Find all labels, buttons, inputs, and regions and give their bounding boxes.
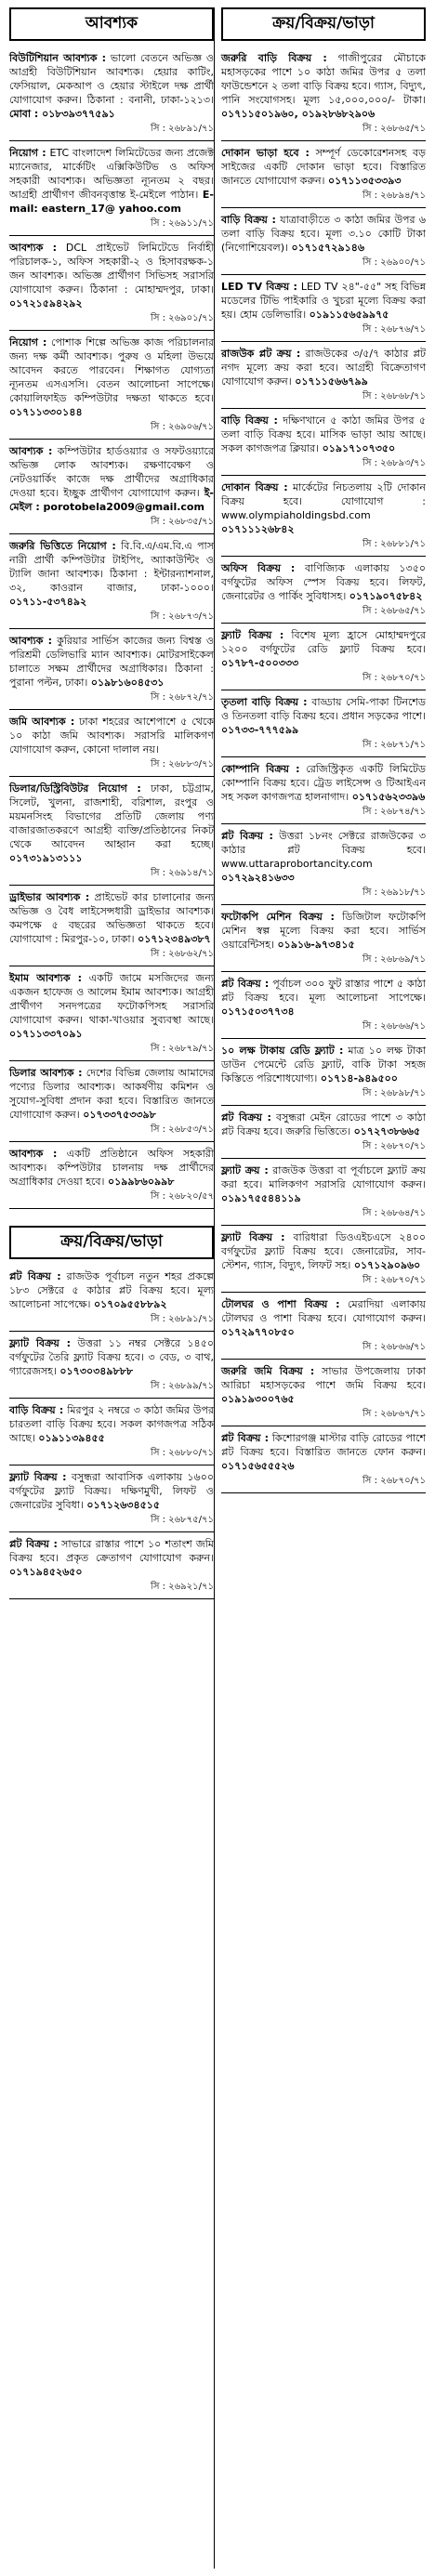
ad-text xyxy=(9,1467,214,1512)
ad-text xyxy=(221,559,426,603)
ad-body: উত্তরা ১১ নম্বর সেক্টরে ১৪৫০ বর্গফুটের তৈরি ফ্ল্যাট বিক্রয় হবে। ৩ বেড, ৩ বাথ, গ্যারেজসহ। xyxy=(9,1337,214,1377)
ad-heading: তৃতলা বাড়ি বিক্রয় : xyxy=(221,696,308,708)
ad-reference-code: সি : ২৬৮৮১/৭১ xyxy=(221,536,426,557)
ad-reference-code: সি : ২৬৮৯১/৭১ xyxy=(9,1311,214,1332)
section-header-wanted: আবশ্যক xyxy=(9,7,214,41)
ad-contact: ০১৭১৫৬৫৫৫২৬ xyxy=(221,1460,295,1472)
ad-body: রাজউক পূর্বাচল নতুন শহর প্রকল্পে ১৮৩ সেক্টরে ৫ কাঠার প্লট বিক্রয় হবে। মূল্য আলোচনা সাপেক্ষে। xyxy=(9,1270,214,1310)
ad-reference-code: সি : ২৬৮৯৯/৭১ xyxy=(9,1378,214,1399)
left-column xyxy=(9,7,214,1601)
ad-contact: ০১৭১২৯০৯৬০ xyxy=(353,1259,421,1271)
ad-body: বাড্ডায় সেমি-পাকা টিনশেড ও তিনতলা বাড়ি বিক্রয় হবে। প্রধান সড়কের পাশে। xyxy=(221,696,427,722)
ad-contact: মোবা : ০১৮৩৯৩৭৭৫৯১ xyxy=(9,108,115,120)
ad-text xyxy=(221,411,426,455)
ad-text xyxy=(9,968,214,1041)
ad-heading: ডিলার/ডিস্ট্রিবিউটর নিয়োগ : xyxy=(9,782,141,795)
ad-body: রেজিস্ট্রিকৃত একটি লিমিটেড কোম্পানি বিক্রয় হবে। ট্রেড লাইসেন্স ও টিআইএন সহ সকল কাগজপত্র হালনাগাদ। xyxy=(221,763,426,803)
ad-heading: প্লট বিক্রয় : xyxy=(221,978,270,990)
section-header-buy-sell-left: ক্রয়/বিক্রয়/ভাড়া xyxy=(9,1226,214,1259)
classified-ad xyxy=(221,625,426,690)
ad-heading: প্লট বিক্রয় : xyxy=(221,830,273,842)
ad-body: গাজীপুরের মৌচাকে মহাসড়কের পাশে ১০ কাঠা জমির উপর ৫ তলা ফাউন্ডেশনে ২ তলা বাড়ি বিক্রয় হবে। গ্যাস, বিদ্যুৎ, পানি সংযোগসহ। মূল্য ১৫,০০০,০০০/- টাকা। xyxy=(221,52,426,106)
ad-body: বিশেষ মূল্য হ্রাসে মোহাম্মদপুরে ১২০০ বর্গফুটের রেডি ফ্ল্যাট বিক্রয় হবে। xyxy=(221,629,426,655)
ad-reference-code: সি : ২৬৮৬৭/৭১ xyxy=(221,1406,426,1426)
ad-text xyxy=(9,1534,214,1579)
ad-contact: ০১৭৩৩৭৫৩৩৯৮ xyxy=(83,1109,156,1121)
classified-ad xyxy=(9,1063,214,1142)
ad-reference-code: সি : ২৬৯০৬/৭১ xyxy=(9,419,214,440)
ad-contact: ০১৭১২৬৩৪৫১৫ xyxy=(86,1499,160,1511)
ad-heading: ফ্ল্যাট বিক্রয় : xyxy=(221,1231,285,1243)
ad-text xyxy=(9,887,214,946)
classified-ad xyxy=(9,1334,214,1399)
ad-heading: LED TV বিক্রয় : xyxy=(221,281,297,293)
ad-text xyxy=(221,759,426,804)
ad-reference-code: সি : ২৬৮৬২/৭১ xyxy=(9,946,214,966)
ad-reference-code: সি : ২৬৮৭০/৭১ xyxy=(221,1473,426,1493)
ad-text xyxy=(221,1108,426,1138)
ad-reference-code: সি : ২৬৮৬৫/৭১ xyxy=(221,603,426,624)
ad-heading: জমি আবশ্যক : xyxy=(9,716,75,728)
ad-contact: ০১৭১৯৪৫২৬৫০ xyxy=(9,1566,83,1578)
ad-body: সম্পূর্ণ ডেকোরেশনসহ বড় সাইজের একটি দোকান ভাড়া হবে। বিস্তারিত জানতে যোগাযোগ করুন। xyxy=(221,147,427,187)
ad-body: একটি জামে মসজিদের জন্য একজন হাফেজ ও আলেম ইমাম আবশ্যক। আগ্রহী প্রার্থীগণ সনদপত্রের ফটোকপিসহ সরাসরি যোগাযোগ করুন। থাকা-খাওয়ার সুব্যবস্থা আছে। xyxy=(9,972,214,1026)
ad-reference-code: সি : ২৬৮২০/৫৭ xyxy=(9,1189,214,1209)
ad-reference-code: সি : ২৬৮৭৫/৭১ xyxy=(9,1512,214,1532)
ad-reference-code: সি : ২৬৮৮৩/৭১ xyxy=(9,756,214,777)
ad-text xyxy=(9,631,214,690)
ad-text xyxy=(221,277,426,322)
ad-heading: আবশ্যক : xyxy=(9,445,53,457)
ad-contact: ০১৭১৫০৩৭৭৩৪ xyxy=(221,1005,295,1018)
classified-ad xyxy=(9,333,214,440)
ad-text xyxy=(9,333,214,419)
ad-contact: ০১৭১৯০৭৫৮৪২ xyxy=(349,590,423,602)
classified-ad xyxy=(9,238,214,331)
classified-ad xyxy=(9,48,214,141)
ad-reference-code: সি : ২৬৮৭০/৭১ xyxy=(221,1272,426,1293)
ad-body: ঢাকা, চট্টগ্রাম, সিলেট, খুলনা, রাজশাহী, বরিশাল, রংপুর ও ময়মনসিংহ বিভাগের প্রতিটি জেলায় পণ্য বাজারজাতকরণে আগ্রহী ব্যক্তি/প্রতিষ্ঠানের নিকট থেকে আবেদন আহ্বান করা হচ্ছে। xyxy=(9,782,215,850)
ad-reference-code: সি : ২৬৮৩৫/৭১ xyxy=(9,514,214,534)
ad-text xyxy=(221,478,426,536)
ad-heading: বাড়ি বিক্রয় : xyxy=(9,1404,64,1416)
ad-heading: ইমাম আবশ্যক : xyxy=(9,972,83,984)
ad-body: বি.বি.এ/এম.বি.এ পাস নারী প্রার্থী কম্পিউটার টাইপিং, অ্যাকাউন্টিং ও ট্যালি জানা আবশ্যক। ঠিকানা : ইন্টারন্যাশনাল, ৩২, কাওরান বাজার, ঢাকা-১০০০। xyxy=(9,540,214,594)
ad-contact: ০১৭০৯৫৫৮৮৯২ xyxy=(93,1298,167,1310)
classified-ad xyxy=(221,411,426,476)
ad-contact: ০১৯১৬-৯৭৩৪১৫ xyxy=(277,939,355,951)
ad-text xyxy=(221,1295,426,1339)
ad-body: বসুন্ধরা আবাসিক এলাকায় ১৬০০ বর্গফুটের ফ্ল্যাট বিক্রয়। দক্ষিণমুখী, লিফট ও জেনারেটর সুবিধা। xyxy=(9,1471,214,1511)
classified-ad xyxy=(221,478,426,557)
ad-heading: বিউটিশিয়ান আবশ্যক : xyxy=(9,52,107,64)
ad-body: ঢাকা শহরের আশেপাশে ৫ থেকে ১০ কাঠা জমি আবশ্যক। সরাসরি মালিকগণ যোগাযোগ করুন, কোনো দালাল নয়। xyxy=(9,716,214,756)
ad-contact: ০১৭৮৭-৫০০৩৩৩ xyxy=(221,657,299,669)
ad-heading: প্লট বিক্রয় : xyxy=(221,1432,269,1444)
ad-text xyxy=(9,779,214,865)
ad-heading: ফটোকপি মেশিন বিক্রয় : xyxy=(221,911,335,923)
ad-text xyxy=(9,238,214,310)
section-header-buy-sell-right: ক্রয়/বিক্রয়/ভাড়া xyxy=(221,7,426,41)
ad-reference-code: সি : ২৬৮৭০/৭১ xyxy=(221,670,426,690)
classified-ad xyxy=(221,1108,426,1159)
ad-contact: ০১৭৩১৯১৩১১১ xyxy=(9,852,83,864)
ad-contact: ০১৭২৭৩৮৬৬৫ xyxy=(353,1125,421,1137)
right-column xyxy=(221,7,426,1495)
ad-heading: জরুরি বাড়ি বিক্রয় : xyxy=(221,52,327,64)
ad-text xyxy=(221,344,426,388)
ad-contact: ০১৭১১-৫৩৭৪৯২ xyxy=(9,596,87,608)
ad-text xyxy=(221,625,426,670)
ad-contact: ০১৭১৫৬২৩৩৯৬ xyxy=(351,791,426,803)
ad-reference-code: সি : ২৬৮৭২/৭১ xyxy=(9,690,214,710)
ad-reference-code: সি : ২৬৮৮০/৭১ xyxy=(9,1445,214,1465)
ad-reference-code: সি : ২৬৮৬৮/৭১ xyxy=(221,388,426,409)
ad-contact: ০১৯১১৩৯৪৫৫ xyxy=(38,1432,105,1444)
ad-text xyxy=(9,1267,214,1311)
ad-text xyxy=(9,441,214,514)
classified-ad xyxy=(9,779,214,886)
ad-reference-code: সি : ২৬৯২১/৭১ xyxy=(9,1579,214,1599)
ad-contact: ০১৯১৭৫৫৪৪১১৯ xyxy=(221,1192,301,1204)
classified-ad xyxy=(221,48,426,141)
ad-body: দেশের বিভিন্ন জেলায় আমাদের পণ্যের ডিলার আবশ্যক। আকর্ষণীয় কমিশন ও সুযোগ-সুবিধা প্রদান করা হবে। বিস্তারিত জানতে যোগাযোগ করুন। xyxy=(9,1067,215,1121)
classified-ad xyxy=(9,631,214,710)
ad-heading: আবশ্যক : xyxy=(9,242,57,254)
ad-contact: ০১৭১৫৭২৯১৪৬ xyxy=(291,242,365,254)
ad-body: যাত্রাবাড়ীতে ৩ কাঠা জমির উপর ৬ তলা বাড়ি বিক্রয় হবে। মূল্য ৩.১০ কোটি টাকা (নিগোশিয়েবল)। xyxy=(221,214,426,254)
classified-ad xyxy=(221,344,426,409)
buy-sell-ads-list-right xyxy=(221,48,426,1493)
ad-heading: ফ্ল্যাট বিক্রয় : xyxy=(9,1471,67,1483)
ad-text xyxy=(221,210,426,255)
ad-contact: ০১৭১১৩৩০১৪৪ xyxy=(9,406,83,418)
ad-heading: জরুরি ভিত্তিতে নিয়োগ : xyxy=(9,540,116,552)
ad-heading: ফ্ল্যাট বিক্রয় : xyxy=(9,1337,72,1349)
ad-text xyxy=(9,1063,214,1122)
ad-text xyxy=(221,1161,426,1205)
ad-body: LED TV ২৪"-৫৫" সহ বিভিন্ন মডেলের টিভি পাইকারি ও খুচরা মূল্যে বিক্রয় করা হয়। হোম ডেলিভারি। xyxy=(221,281,426,321)
ad-text xyxy=(9,712,214,756)
ad-body: দক্ষিণখানে ৫ কাঠা জমির উপর ৫ তলা বাড়ি বিক্রয় হবে। মাসিক ভাড়া আয় আছে। সকল কাগজপত্র ক্লিয়ার। xyxy=(221,414,426,454)
classified-ad xyxy=(9,968,214,1061)
ad-text xyxy=(221,907,426,952)
ad-reference-code: সি : ২৬৮৯৩/৭১ xyxy=(221,455,426,476)
ad-reference-code: সি : ২৬৯০০/৭১ xyxy=(221,255,426,275)
ad-reference-code: সি : ২৬৮৭০/৭১ xyxy=(221,1138,426,1159)
wanted-ads-list xyxy=(9,48,214,1209)
classified-ad xyxy=(221,1428,426,1493)
classified-ad xyxy=(9,712,214,777)
classified-ad xyxy=(9,536,214,629)
classified-ad xyxy=(221,759,426,824)
ad-heading: কোম্পানি বিক্রয় : xyxy=(221,763,300,775)
ad-contact: ০১৭২৯৭৭০৮৫০ xyxy=(221,1326,295,1338)
ad-text xyxy=(9,48,214,121)
ad-text xyxy=(221,1428,426,1473)
ad-reference-code: সি : ২৬৮৯৮/৭১ xyxy=(221,1085,426,1106)
ad-contact: ০১৭২৯২৪১৬৩৩ xyxy=(221,872,295,884)
ad-text xyxy=(9,536,214,609)
ad-contact: ই-মেইল : porotobela2009@gmail.com xyxy=(9,487,214,513)
ad-heading: বাড়ি বিক্রয় : xyxy=(221,414,278,427)
ad-heading: ফ্ল্যাট বিক্রয় : xyxy=(221,629,284,641)
ad-text xyxy=(9,1400,214,1445)
column-divider xyxy=(214,7,215,2569)
ad-reference-code: সি : ২৬৮৬৫/৭১ xyxy=(221,121,426,141)
ad-heading: বাড়ি বিক্রয় : xyxy=(221,214,276,226)
ad-body: পোশাক শিল্পে অভিজ্ঞ কাজ পরিচালনার জন্য দক্ষ কর্মী আবশ্যক। পুরুষ ও মহিলা উভয়ে আবেদন করতে পারবেন। শিক্ষাগত যোগ্যতা ন্যূনতম এসএসসি। বেতন আলোচনা সাপেক্ষে। কোয়ালিফাইড কম্পিউটার দক্ষতা থাকতে হবে। xyxy=(9,336,214,404)
ad-reference-code: সি : ২৬৯১১/৭১ xyxy=(9,216,214,236)
ad-heading: ১০ লক্ষ টাকায় রেডি ফ্ল্যাট : xyxy=(221,1045,344,1057)
classified-ad xyxy=(9,143,214,236)
classified-ad xyxy=(221,1041,426,1106)
ad-heading: আবশ্যক : xyxy=(9,1148,58,1160)
ad-body: রাজউক উত্তরা বা পূর্বাচলে ফ্ল্যাট ক্রয় করা হবে। মালিকগণ সরাসরি যোগাযোগ করুন। xyxy=(221,1164,426,1190)
ad-reference-code: সি : ২৬৮৭৬/৭১ xyxy=(221,322,426,342)
ad-reference-code: সি : ২৬৮৬৬/৭১ xyxy=(221,1019,426,1039)
ad-heading: ডিলার আবশ্যক : xyxy=(9,1067,83,1079)
ad-heading: প্লট বিক্রয় : xyxy=(9,1270,61,1282)
ad-body: মার্কেটের নিচতলায় ২টি দোকান বিক্রয় হবে। যোগাযোগ : www.olympiaholdingsbd.com xyxy=(221,481,427,521)
classified-ad xyxy=(9,441,214,534)
classified-ad xyxy=(221,1361,426,1426)
ad-reference-code: সি : ২৬৮৬৯/৭১ xyxy=(221,952,426,972)
ad-contact: ০১৯১৯৩০০৭৬৫ xyxy=(221,1393,295,1405)
ad-body: প্রাইভেট কার চালানোর জন্য অভিজ্ঞ ও বৈধ লাইসেন্সধারী ড্রাইভার আবশ্যক। কমপক্ষে ৫ বছরের অভিজ্ঞতা থাকতে হবে। যোগাযোগ : মিরপুর-১০, ঢাকা। xyxy=(9,891,215,945)
ad-body: সাভার উপজেলায় ঢাকা আরিচা মহাসড়কের পাশে জমি বিক্রয় হবে। xyxy=(221,1365,426,1391)
ad-body: বসুন্ধরা মেইন রোডের পাশে ৩ কাঠা প্লট বিক্রয় হবে। জরুরি ভিত্তিতে। xyxy=(221,1111,426,1137)
ad-reference-code: সি : ২৬৮৬৬/৭১ xyxy=(221,1339,426,1360)
ad-body: ভালো বেতনে অভিজ্ঞ ও আগ্রহী বিউটিশিয়ান আবশ্যক। হেয়ার কাটিং, ফেসিয়াল, মেকআপ ও হেয়ার স্টাইলে দক্ষ প্রার্থী যোগাযোগ করুন। ঠিকানা : বনানী, ঢাকা-১২১৩। xyxy=(9,52,214,106)
classified-ad xyxy=(221,1295,426,1360)
ad-contact: ০১৭১২৩৪৯৩৮৭ xyxy=(138,933,211,945)
ad-heading: দোকান ভাড়া হবে : xyxy=(221,147,310,159)
ad-body: মাত্র ১০ লক্ষ টাকা ডাউন পেমেন্টে রেডি ফ্ল্যাট, বাকি টাকা সহজ কিস্তিতে পরিশোধযোগ্য। xyxy=(221,1045,427,1084)
ad-reference-code: সি : ২৬৮৬৪/৭১ xyxy=(221,1205,426,1226)
classified-ad xyxy=(221,559,426,624)
ad-body: পূর্বাচল ৩০০ ফুট রাস্তার পাশে ৫ কাঠা প্লট বিক্রয় হবে। মূল্য আলোচনা সাপেক্ষে। xyxy=(221,978,426,1004)
classified-ad xyxy=(9,1267,214,1332)
ad-contact: ০১৯১১৫৬৫৯৯৭৫ xyxy=(309,309,389,321)
ad-heading: প্লট বিক্রয় : xyxy=(9,1538,58,1550)
ad-reference-code: সি : ২৬৮৭১/৭১ xyxy=(221,737,426,757)
ad-reference-code: সি : ২৬৯০১/৭১ xyxy=(9,310,214,331)
ad-heading: রাজউক প্লট ক্রয় : xyxy=(221,348,301,360)
ad-heading: ড্রাইভার আবশ্যক : xyxy=(9,891,90,903)
classified-ad xyxy=(221,277,426,342)
ad-heading: নিয়োগ : xyxy=(9,147,46,159)
ad-text xyxy=(9,1334,214,1378)
ad-text xyxy=(9,1144,214,1189)
ad-body: কুরিয়ার সার্ভিস কাজের জন্য বিশ্বস্ত ও পরিশ্রমী ডেলিভারি ম্যান আবশ্যক। মোটরসাইকেল চালাতে সক্ষম প্রার্থীদের অগ্রাধিকার। ঠিকানা : পুরানা পল্টন, ঢাকা। xyxy=(9,635,215,689)
ad-reference-code: সি : ২৬৮৯১/৭১ xyxy=(9,121,214,141)
ad-contact: ০১৯১৭১০৭৩৫০ xyxy=(322,442,396,454)
ad-body: মিরপুর ২ নম্বরে ৩ কাঠা জমির উপর চারতলা বাড়ি বিক্রয় হবে। সকল কাগজপত্র সঠিক আছে। xyxy=(9,1404,214,1444)
ad-text xyxy=(221,1361,426,1406)
ad-body: সাভারে রাস্তার পাশে ১০ শতাংশ জমি বিক্রয় হবে। প্রকৃত ক্রেতাগণ যোগাযোগ করুন। xyxy=(9,1538,214,1564)
ad-heading: জরুরি জমি বিক্রয় : xyxy=(221,1365,315,1377)
ad-heading: প্লট বিক্রয় : xyxy=(221,1111,271,1124)
ad-contact: ০১৭১১৫০১৯৬০, ০১৯২৮৬৮২৯০৬ xyxy=(221,108,376,120)
ad-body: বারিধারা ডিওএইচএসে ২৪০০ বর্গফুটের ফ্ল্যাট বিক্রয় হবে। জেনারেটর, সাব-স্টেশন, গ্যাস, বিদ্যুৎ, লিফট সহ। xyxy=(221,1231,426,1271)
ad-body: বাণিজ্যিক এলাকায় ১৩৫০ বর্গফুটের অফিস স্পেস বিক্রয় হবে। লিফট, জেনারেটর ও পার্কিং সুবিধাসহ। xyxy=(221,562,426,602)
ad-body: রাজউকের ৩/৫/৭ কাঠার প্লট নগদ মূল্যে ক্রয় করা হবে। আগ্রহী বিক্রেতাগণ যোগাযোগ করুন। xyxy=(221,348,427,388)
classified-ad xyxy=(9,1400,214,1465)
ad-body: মেরাদিয়া এলাকায় টোলঘর ও পাশা বিক্রয় হবে। যোগাযোগ করুন। xyxy=(221,1298,426,1324)
ad-body: কম্পিউটার হার্ডওয়্যার ও সফটওয়্যারে অভিজ্ঞ লোক আবশ্যক। রক্ষণাবেক্ষণ ও নেটওয়ার্কিং কাজে দক্ষ প্রার্থীদের অগ্রাধিকার দেওয়া হবে। ইচ্ছুক প্রার্থীগণ যোগাযোগ করুন। xyxy=(9,445,214,499)
ad-body: ETC বাংলাদেশ লিমিটেডের জন্য প্রজেক্ট ম্যানেজার, মার্কেটিং এক্সিকিউটিভ ও অফিস সহকারী আবশ্যক। অভিজ্ঞতা ন্যূনতম ২ বছর। আগ্রহী প্রার্থীগণ জীবনবৃত্তান্ত ই-মেইলে পাঠান। xyxy=(9,147,215,201)
classified-ad xyxy=(9,1144,214,1209)
classified-ad xyxy=(9,1467,214,1532)
ad-contact: ০১৭১১১২৬৮৪২ xyxy=(221,523,295,535)
ad-contact: ০১৭১১৩৩৭০৯১ xyxy=(9,1028,83,1040)
ad-reference-code: সি : ২৬৮৯৪/৭১ xyxy=(221,188,426,208)
ad-reference-code: সি : ২৬৯১৮/৭১ xyxy=(221,885,426,905)
ad-text xyxy=(221,143,426,188)
ad-text xyxy=(9,143,214,216)
ad-contact: ০১৭২১৫৯৪২৯২ xyxy=(9,297,83,309)
classified-ad xyxy=(221,210,426,275)
ad-heading: নিয়োগ : xyxy=(9,336,47,348)
ad-reference-code: সি : ২৬৮৭৩/৭১ xyxy=(9,609,214,629)
ad-reference-code: সি : ২৬৯১৪/৭১ xyxy=(9,865,214,886)
ad-text xyxy=(221,826,426,885)
ad-text xyxy=(221,1228,426,1272)
ad-text xyxy=(221,48,426,121)
ad-reference-code: সি : ২৬৮৭৪/৭১ xyxy=(221,804,426,824)
ad-heading: অফিস বিক্রয় : xyxy=(221,562,296,574)
classified-ad xyxy=(9,887,214,966)
ad-body: একটি প্রতিষ্ঠানে অফিস সহকারী আবশ্যক। কম্পিউটার চালনায় দক্ষ প্রার্থীদের অগ্রাধিকার দেওয়া হবে। xyxy=(9,1148,214,1188)
ad-body: কিশোরগঞ্জ মাস্টার বাড়ি রোডের পাশে প্লট বিক্রয় হবে। বিস্তারিত জানতে ফোন করুন। xyxy=(221,1432,427,1458)
ad-contact: ০১৭১১৫৬৬৭৯৯ xyxy=(295,375,368,388)
ad-text xyxy=(221,974,426,1019)
ad-contact: ০১৭৩০৩৪৯৮৮৮ xyxy=(59,1365,133,1377)
buy-sell-ads-list-left xyxy=(9,1267,214,1599)
ad-body: উত্তরা ১৮নং সেক্টরে রাজউকের ৩ কাঠার প্লট বিক্রয় হবে। www.uttaraprobortancity.com xyxy=(221,830,426,870)
ad-reference-code: সি : ২৬৮৭৯/৭১ xyxy=(9,1041,214,1061)
ad-contact: ০১৯৮১৬০৪৫৩১ xyxy=(90,677,165,689)
classified-ad xyxy=(221,692,426,757)
ad-contact: E-mail: eastern_17@ yahoo.com xyxy=(9,189,214,215)
ad-heading: দোকান বিক্রয় : xyxy=(221,481,288,493)
ad-body: ডিজিটাল ফটোকপি মেশিন স্বল্প মূল্যে বিক্রয় করা হবে। সার্ভিস ওয়ারেন্টিসহ। xyxy=(221,911,426,951)
classified-ad xyxy=(221,1161,426,1226)
classified-ad xyxy=(221,826,426,905)
ad-contact: ০১৭১৪-৯৪৯৫০০ xyxy=(320,1072,398,1084)
classified-ad xyxy=(221,974,426,1039)
classified-ad xyxy=(221,143,426,208)
classified-ad xyxy=(221,1228,426,1293)
ad-text xyxy=(221,692,426,737)
ad-contact: ০১৯৯৮৬০৯৯৮ xyxy=(107,1176,175,1188)
ad-body: DCL প্রাইভেট লিমিটেডে নির্বাহী পরিচালক-১, অফিস সহকারী-২ ও হিসাবরক্ষক-১ জন আবশ্যক। অভিজ্ঞ প্রার্থীগণ সিভিসহ সরাসরি যোগাযোগ করুন। ঠিকানা : মোহাম্মদপুর, ঢাকা। xyxy=(9,242,215,296)
ad-text xyxy=(221,1041,426,1085)
ad-contact: ০১৭১১৩৫৩৩৯৩ xyxy=(327,175,402,187)
ad-heading: ফ্ল্যাট ক্রয় : xyxy=(221,1164,269,1176)
classified-ad xyxy=(221,907,426,972)
classified-ad xyxy=(9,1534,214,1599)
ad-reference-code: সি : ২৬৮৫৩/৭১ xyxy=(9,1122,214,1142)
ad-contact: ০১৭৩৩-৭৭৭৫৯৯ xyxy=(221,724,299,736)
ad-heading: আবশ্যক : xyxy=(9,635,53,647)
ad-heading: টোলঘর ও পাশা বিক্রয় : xyxy=(221,1298,340,1310)
